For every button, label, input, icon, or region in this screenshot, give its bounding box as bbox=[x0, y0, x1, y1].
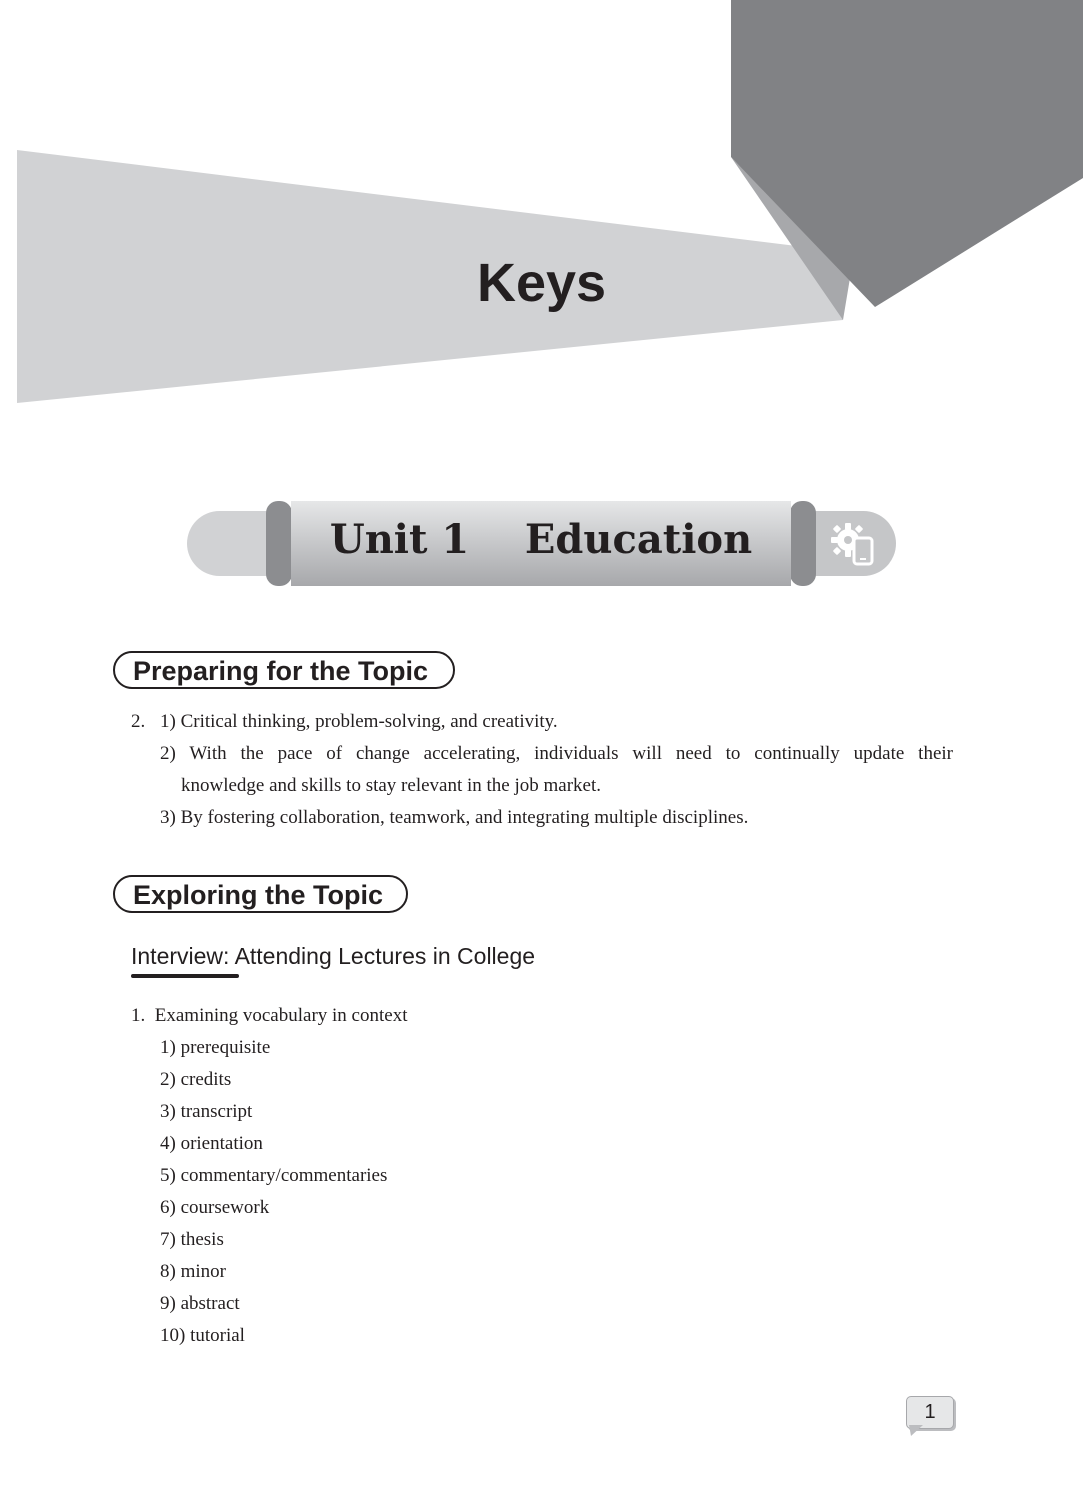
list-item: 7) thesis bbox=[160, 1229, 224, 1250]
list-item: 9) abstract bbox=[160, 1293, 240, 1314]
section-heading-preparing: Preparing for the Topic bbox=[113, 651, 455, 689]
list-item: 8) minor bbox=[160, 1261, 226, 1282]
list-item: 2) credits bbox=[160, 1069, 232, 1090]
answer-1: 1) Critical thinking, problem-solving, and creativity. bbox=[160, 711, 558, 732]
answer-item-number: 2. bbox=[131, 711, 146, 732]
header-decoration bbox=[0, 0, 1083, 420]
list-item: 3) transcript bbox=[160, 1101, 253, 1122]
unit-name: Education bbox=[524, 516, 753, 563]
gear-phone-icon bbox=[830, 520, 876, 566]
unit-banner-right-roll bbox=[790, 501, 816, 586]
answer-2: 2) With the pace of change accelerating, individuals will need to continually update their bbox=[160, 743, 953, 764]
list-item: 4) orientation bbox=[160, 1133, 263, 1154]
page-title: Keys bbox=[476, 253, 607, 313]
unit-banner-left-roll bbox=[266, 501, 292, 586]
list-item: 1) prerequisite bbox=[160, 1037, 271, 1058]
interview-heading bbox=[131, 943, 535, 970]
list-item: 10) tutorial bbox=[160, 1325, 245, 1346]
section-heading-exploring: Exploring the Topic bbox=[113, 875, 408, 913]
unit-title bbox=[291, 516, 791, 563]
list-item: 6) coursework bbox=[160, 1197, 270, 1218]
page-number: 1 bbox=[906, 1396, 954, 1429]
interview-underline bbox=[131, 974, 239, 978]
vocabulary-list bbox=[160, 1032, 387, 1352]
interview-label: Interview: bbox=[131, 943, 230, 969]
vocab-exercise-title: 1. Examining vocabulary in context bbox=[131, 1005, 408, 1026]
unit-number: Unit 1 bbox=[329, 516, 470, 563]
answer-3: 3) By fostering collaboration, teamwork, and integrating multiple disciplines. bbox=[160, 807, 749, 828]
speech-tail-icon bbox=[909, 1425, 925, 1437]
interview-title: Attending Lectures in College bbox=[234, 943, 536, 969]
answer-2-continued: knowledge and skills to stay relevant in the job market. bbox=[181, 775, 602, 796]
list-item: 5) commentary/commentaries bbox=[160, 1165, 388, 1186]
